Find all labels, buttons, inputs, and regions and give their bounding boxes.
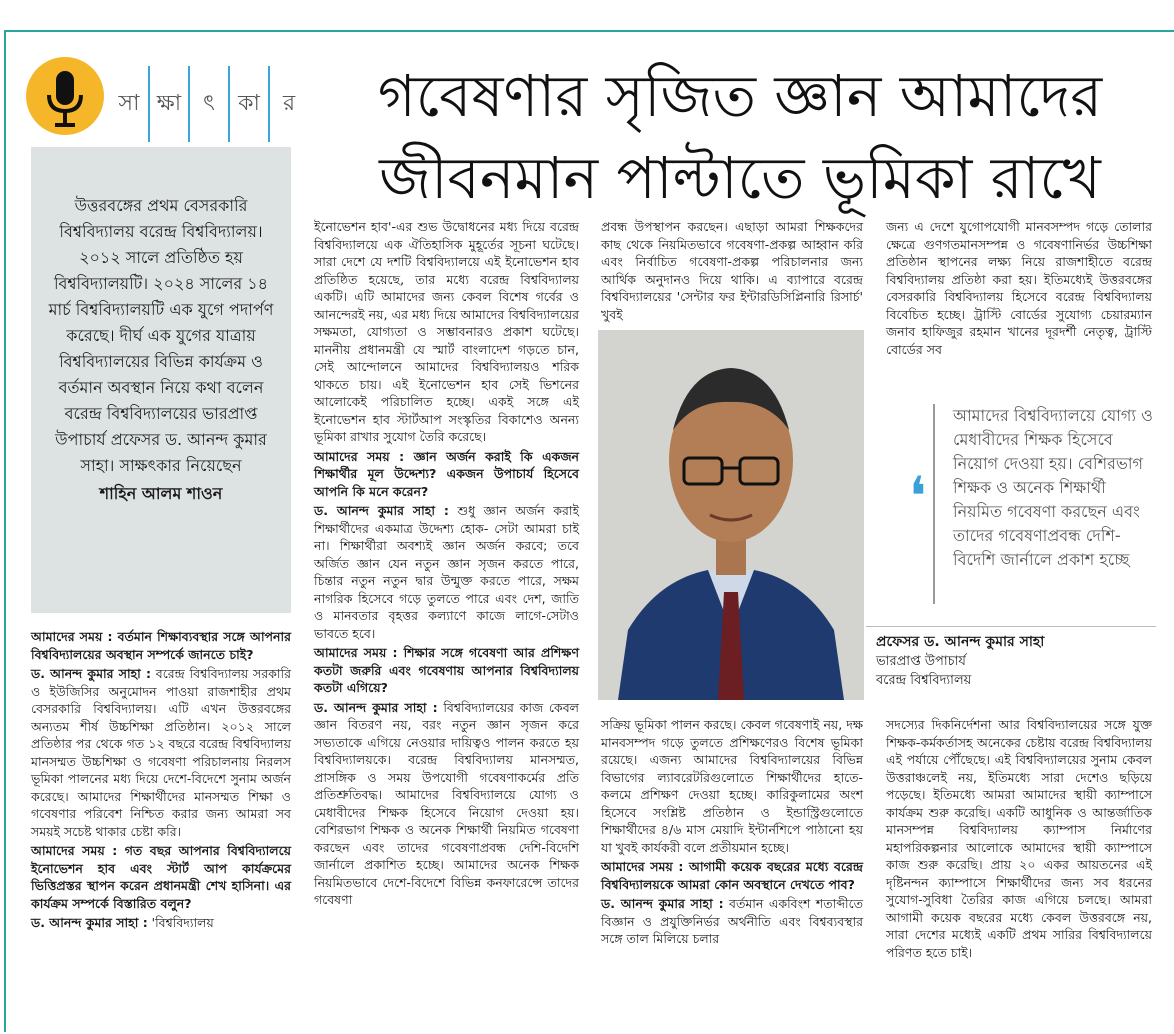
caption-role: ভারপ্রাপ্ত উপাচার্য	[876, 654, 966, 669]
question-3: আমাদের সময় : জ্ঞান অর্জন করাই কি একজন শিক্ষার্থীর মূল উদ্দেশ্য? একজন উপাচার্য হিসেবে আপনি কি মনে করেন?	[314, 448, 579, 499]
caption-name: প্রফেসর ড. আনন্দ কুমার সাহা	[876, 634, 1045, 650]
section-label-sakkhatkar	[110, 66, 308, 142]
answer-text: শুধু জ্ঞান অর্জন করাই শিক্ষার্থীদের একমাত্র উদ্দেশ্য হোক- সেটা আমরা চাই না। শিক্ষার্থীরা অবশ্যই জ্ঞান অর্জন করবে; তবে অর্জিত জ্ঞান যেন নতুন জ্ঞান সৃজন করতে পারে, চিন্তার নতুন নতুন দ্বার উন্মুক্ত করতে পারে, সক্ষম নাগরিক হিসেবে গড়ে তুলতে পারে এবং দেশ, জাতি ও মানবতার বৃহত্তর কল্যাণে কাজে লাগে-সেটাও ভাবতে হবে।	[314, 503, 579, 641]
answer-5	[601, 895, 863, 948]
column-4-top	[886, 218, 1152, 360]
answer-2	[31, 914, 291, 932]
speaker: ড. আনন্দ কুমার সাহা :	[314, 503, 449, 518]
answer-3	[314, 502, 579, 642]
quote-mark-icon: ❛	[909, 465, 927, 528]
caption-divider	[866, 626, 1156, 627]
paragraph: সক্রিয় ভূমিকা পালন করছে। কেবল গবেষণাই নয়, দক্ষ মানবসম্পদ গড়ে তুলতে প্রশিক্ষণেরও বিশেষ ভূমিকা রয়েছে। এজন্য আমাদের বিশ্ববিদ্যালয়ের বিভিন্ন বিভাগের ল্যাবরেটরিগুলোতে শিক্ষার্থীদের হাতে-কলমে প্রশিক্ষণ দেওয়া হচ্ছে। কারিকুলামের অংশ হিসেবে সংশ্লিষ্ট প্রতিষ্ঠান ও ইন্ডাস্ট্রিগুলোতে শিক্ষার্থীদের ৪/৬ মাস মেয়াদি ইন্টার্নশিপে পাঠানো হয় যা খুবই কার্যকরী বলে প্রতীয়মান হচ্ছে।	[601, 717, 863, 855]
answer-text: বরেন্দ্র বিশ্ববিদ্যালয় সরকারি ও ইউজিসির অনুমোদন পাওয়া রাজশাহীর প্রথম বেসরকারি বিশ্ববিদ্যালয়। এটি এখন উত্তরবঙ্গের অন্যতম শীর্ষ উচ্চশিক্ষা প্রতিষ্ঠান। ২০১২ সালে প্রতিষ্ঠার পর থেকে গত ১২ বছরে বরেন্দ্র বিশ্ববিদ্যালয় মানসম্মত উচ্চশিক্ষা ও গবেষণা পরিচালনায় নিরলস ভূমিকা পালনের মধ্য দিয়ে দেশে-বিদেশে সুনাম অর্জন করেছে। আমাদের শিক্ষার্থীদের মানসম্মত শিক্ষা ও গবেষণার পরিবেশ নিশ্চিত করার জন্য আমরা সব সময়ই সচেষ্ট থাকার চেষ্টা করি।	[31, 666, 291, 839]
portrait-photo	[598, 330, 864, 700]
answer-4	[314, 699, 579, 909]
question-1: আমাদের সময় : বর্তমান শিক্ষাব্যবস্থার সঙ্গে আপনার বিশ্ববিদ্যালয়ের অবস্থান সম্পর্কে জানতে চাই?	[31, 629, 291, 662]
column-1	[31, 628, 291, 934]
headline-line-2: জীবনমান পাল্টাতে ভূমিকা রাখে	[379, 144, 1101, 212]
paragraph: প্রবন্ধ উপস্থাপন করছেন। এছাড়া আমরা শিক্ষকদের কাছ থেকে নিয়মিতভাবে গবেষণা-প্রকল্প আহ্বান করি এবং নির্বাচিত গবেষণা-প্রকল্প পরিচালনার জন্য আর্থিক অনুদানও দিয়ে থাকি। এ ব্যাপারে বরেন্দ্র বিশ্ববিদ্যালয়ের 'সেন্টার ফর ইন্টারডিসিপ্লিনারি রিসার্চ' খুবই	[601, 219, 863, 322]
question-2: আমাদের সময় : গত বছর আপনার বিশ্ববিদ্যালয়ে ইনোভেশন হাব এবং স্টার্ট আপ কার্যক্রমের ভিত্তিপ্রস্তর স্থাপন করেন প্রধানমন্ত্রী শেখ হাসিনা। এর কার্যক্রম সম্পর্কে বিস্তারিত বলুন?	[31, 843, 291, 911]
intro-box	[31, 147, 291, 613]
paragraph: ইনোভেশন হাব'-এর শুভ উদ্বোধনের মধ্য দিয়ে বরেন্দ্র বিশ্ববিদ্যালয়ে এক ঐতিহাসিক মুহূর্তের সূচনা ঘটেছে। সারা দেশে যে দশটি বিশ্ববিদ্যালয়ে এই ইনোভেশন হাব প্রতিষ্ঠিত হয়েছে, তার মধ্যে বরেন্দ্র বিশ্ববিদ্যালয় একটি। এটি আমাদের জন্য কেবল বিশেষ গর্বের ও আনন্দেরই নয়, এর মধ্য দিয়ে আমাদের বিশ্ববিদ্যালয়ের সক্ষমতা, যোগ্যতা ও সম্ভাবনারও প্রকাশ ঘটেছে। মাননীয় প্রধানমন্ত্রী যে স্মার্ট বাংলাদেশ গড়তে চান, সেই আন্দোলনে আমাদের বিশ্ববিদ্যালয়ও শরিক থাকতে চায়। এই ইনোভেশন হাব সেই ভিশনের আলোকেই পরিচালিত হচ্ছে। একই সঙ্গে এই ইনোভেশন হাব স্টার্টআপ সংস্কৃতির বিকাশেও অনন্য ভূমিকা রাখার সুযোগ তৈরি করেছে।	[314, 219, 579, 444]
section-label-char: সা	[110, 66, 150, 142]
question-4: আমাদের সময় : শিক্ষার সঙ্গে গবেষণা আর প্রশিক্ষণ কতটা জরুরি এবং গবেষণায় আপনার বিশ্ববিদ্যালয় কতটা এগিয়ে?	[314, 645, 579, 695]
speaker: ড. আনন্দ কুমার সাহা :	[31, 666, 151, 681]
interviewer-name: শাহিন আলম শাওন	[99, 484, 223, 503]
speaker: ড. আনন্দ কুমার সাহা :	[314, 699, 438, 715]
answer-text: 'বিশ্ববিদ্যালয়	[147, 915, 214, 930]
paragraph: সদস্যের দিকনির্দেশনা আর বিশ্ববিদ্যালয়ের সঙ্গে যুক্ত শিক্ষক-কর্মকর্তাসহ অনেকের চেষ্টায় বরেন্দ্র বিশ্ববিদ্যালয় এই পর্যায়ে পৌঁছেছে। এই বিশ্ববিদ্যালয়ের সুনাম কেবল উত্তরাঞ্চলেই নয়, ইতিমধ্যে সারা দেশেও ছড়িয়ে পড়েছে। ইতিমধ্যে আমরা আমাদের স্থায়ী ক্যাম্পাসে কার্যক্রম শুরু করেছি। একটি আধুনিক ও আন্তর্জাতিক মানসম্পন্ন বিশ্ববিদ্যালয় ক্যাম্পাস নির্মাণের মহাপরিকল্পনার আলোকে আমাদের স্থায়ী ক্যাম্পাসে কাজ শুরু করেছি। প্রায় ২০ একর আয়তনের এই দৃষ্টিনন্দন ক্যাম্পাসে শিক্ষার্থীদের জন্য সব ধরনের সুযোগ-সুবিধা তৈরির কাজ এগিয়ে চলছে। আমরা আগামী কয়েক বছরের মধ্যে কেবল উত্তরবঙ্গে নয়, সারা দেশের মধ্যেই একটি প্রথম সারির বিশ্ববিদ্যালয়ে পরিণত হতে চাই।	[886, 717, 1152, 960]
column-2	[314, 218, 579, 911]
column-4-bottom	[886, 716, 1152, 963]
speaker: ড. আনন্দ কুমার সাহা :	[31, 915, 148, 930]
microphone-icon	[26, 57, 104, 135]
caption-org: বরেন্দ্র বিশ্ববিদ্যালয়	[876, 673, 972, 688]
section-label-char: র	[282, 91, 296, 116]
quote-divider	[933, 404, 935, 604]
paragraph: জন্য এ দেশে যুগোপযোগী মানবসম্পদ গড়ে তোলার ক্ষেত্রে গুণগতমানসম্পন্ন ও গবেষণানির্ভর উচ্চশিক্ষা প্রতিষ্ঠান স্থাপনের লক্ষ্য নিয়ে রাজশাহীতে বরেন্দ্র বিশ্ববিদ্যালয় প্রতিষ্ঠা করা হয়। ইতিমধ্যেই উত্তরবঙ্গের বেসরকারি বিশ্ববিদ্যালয় হিসেবে বরেন্দ্র বিশ্ববিদ্যালয় বিবেচিত হচ্ছে। ট্রাস্টি বোর্ডের সুযোগ্য চেয়ারম্যান জনাব হাফিজুর রহমান খানের দূরদর্শী নেতৃত্ব, ট্রাস্টি বোর্ডের সব	[886, 219, 1152, 357]
answer-text: বর্তমান একবিংশ শতাব্দীতে বিজ্ঞান ও প্রযুক্তিনির্ভর অর্থনীতি এবং বিশ্বব্যবস্থার সঙ্গে তাল মিলিয়ে চলার	[601, 896, 863, 946]
section-label-char: ক্ষা	[150, 66, 190, 142]
headline	[330, 55, 1150, 219]
headline-line-1: গবেষণার সৃজিত জ্ঞান আমাদের	[377, 62, 1103, 130]
speaker: ড. আনন্দ কুমার সাহা :	[601, 896, 724, 911]
photo-caption	[876, 633, 1156, 690]
column-3-bottom	[601, 716, 863, 950]
pull-quote	[903, 404, 1153, 604]
question-5: আমাদের সময় : আগামী কয়েক বছরের মধ্যে বরেন্দ্র বিশ্ববিদ্যালয়কে আমরা কোন অবস্থানে দেখতে পাব?	[601, 859, 863, 892]
section-label-char: কা	[230, 66, 270, 142]
answer-1	[31, 665, 291, 840]
intro-text: উত্তরবঙ্গের প্রথম বেসরকারি বিশ্ববিদ্যালয় বরেন্দ্র বিশ্ববিদ্যালয়। ২০১২ সালে প্রতিষ্ঠিত হয় বিশ্ববিদ্যালয়টি। ২০২৪ সালের ১৪ মার্চ বিশ্ববিদ্যালয়টি এক যুগে পদার্পণ করেছে। দীর্ঘ এক যুগের যাত্রায় বিশ্ববিদ্যালয়ের বিভিন্ন কার্যক্রম ও বর্তমান অবস্থান নিয়ে কথা বলেন বরেন্দ্র বিশ্ববিদ্যালয়ের ভারপ্রাপ্ত উপাচার্য প্রফেসর ড. আনন্দ কুমার সাহা। সাক্ষৎকার নিয়েছেন	[48, 196, 274, 475]
column-3-top	[601, 218, 863, 325]
section-label-char: ৎ	[190, 66, 230, 142]
pull-quote-text: আমাদের বিশ্ববিদ্যালয়ে যোগ্য ও মেধাবীদের শিক্ষক হিসেবে নিয়োগ দেওয়া হয়। বেশিরভাগ শিক্ষক ও অনেক শিক্ষার্থী নিয়মিত গবেষণা করছেন এবং তাদের গবেষণাপ্রবন্ধ দেশি-বিদেশি জার্নালে প্রকাশ হচ্ছে	[953, 406, 1153, 569]
answer-text: বিশ্ববিদ্যালয়ের কাজ কেবল জ্ঞান বিতরণ নয়, বরং নতুন জ্ঞান সৃজন করে সভ্যতাকে এগিয়ে নেওয়ার দায়িত্বও পালন করতে হয় বিশ্ববিদ্যালয়কে। বরেন্দ্র বিশ্ববিদ্যালয় মানসম্মত, প্রাসঙ্গিক ও সময় উপযোগী গবেষণাকর্মের প্রতি প্রতিশ্রুতিবদ্ধ। আমাদের বিশ্ববিদ্যালয়ে যোগ্য ও মেধাবীদের শিক্ষক হিসেবে নিয়োগ দেওয়া হয়। বেশিরভাগ শিক্ষক ও অনেক শিক্ষার্থী নিয়মিত গবেষণা করছেন এবং তাদের গবেষণাপ্রবন্ধ দেশি-বিদেশি জার্নালে প্রকাশিত হচ্ছে। আমাদের অনেক শিক্ষক নিয়মিতভাবে দেশে-বিদেশে বিভিন্ন কনফারেন্সে তাদের গবেষণা	[314, 699, 579, 907]
